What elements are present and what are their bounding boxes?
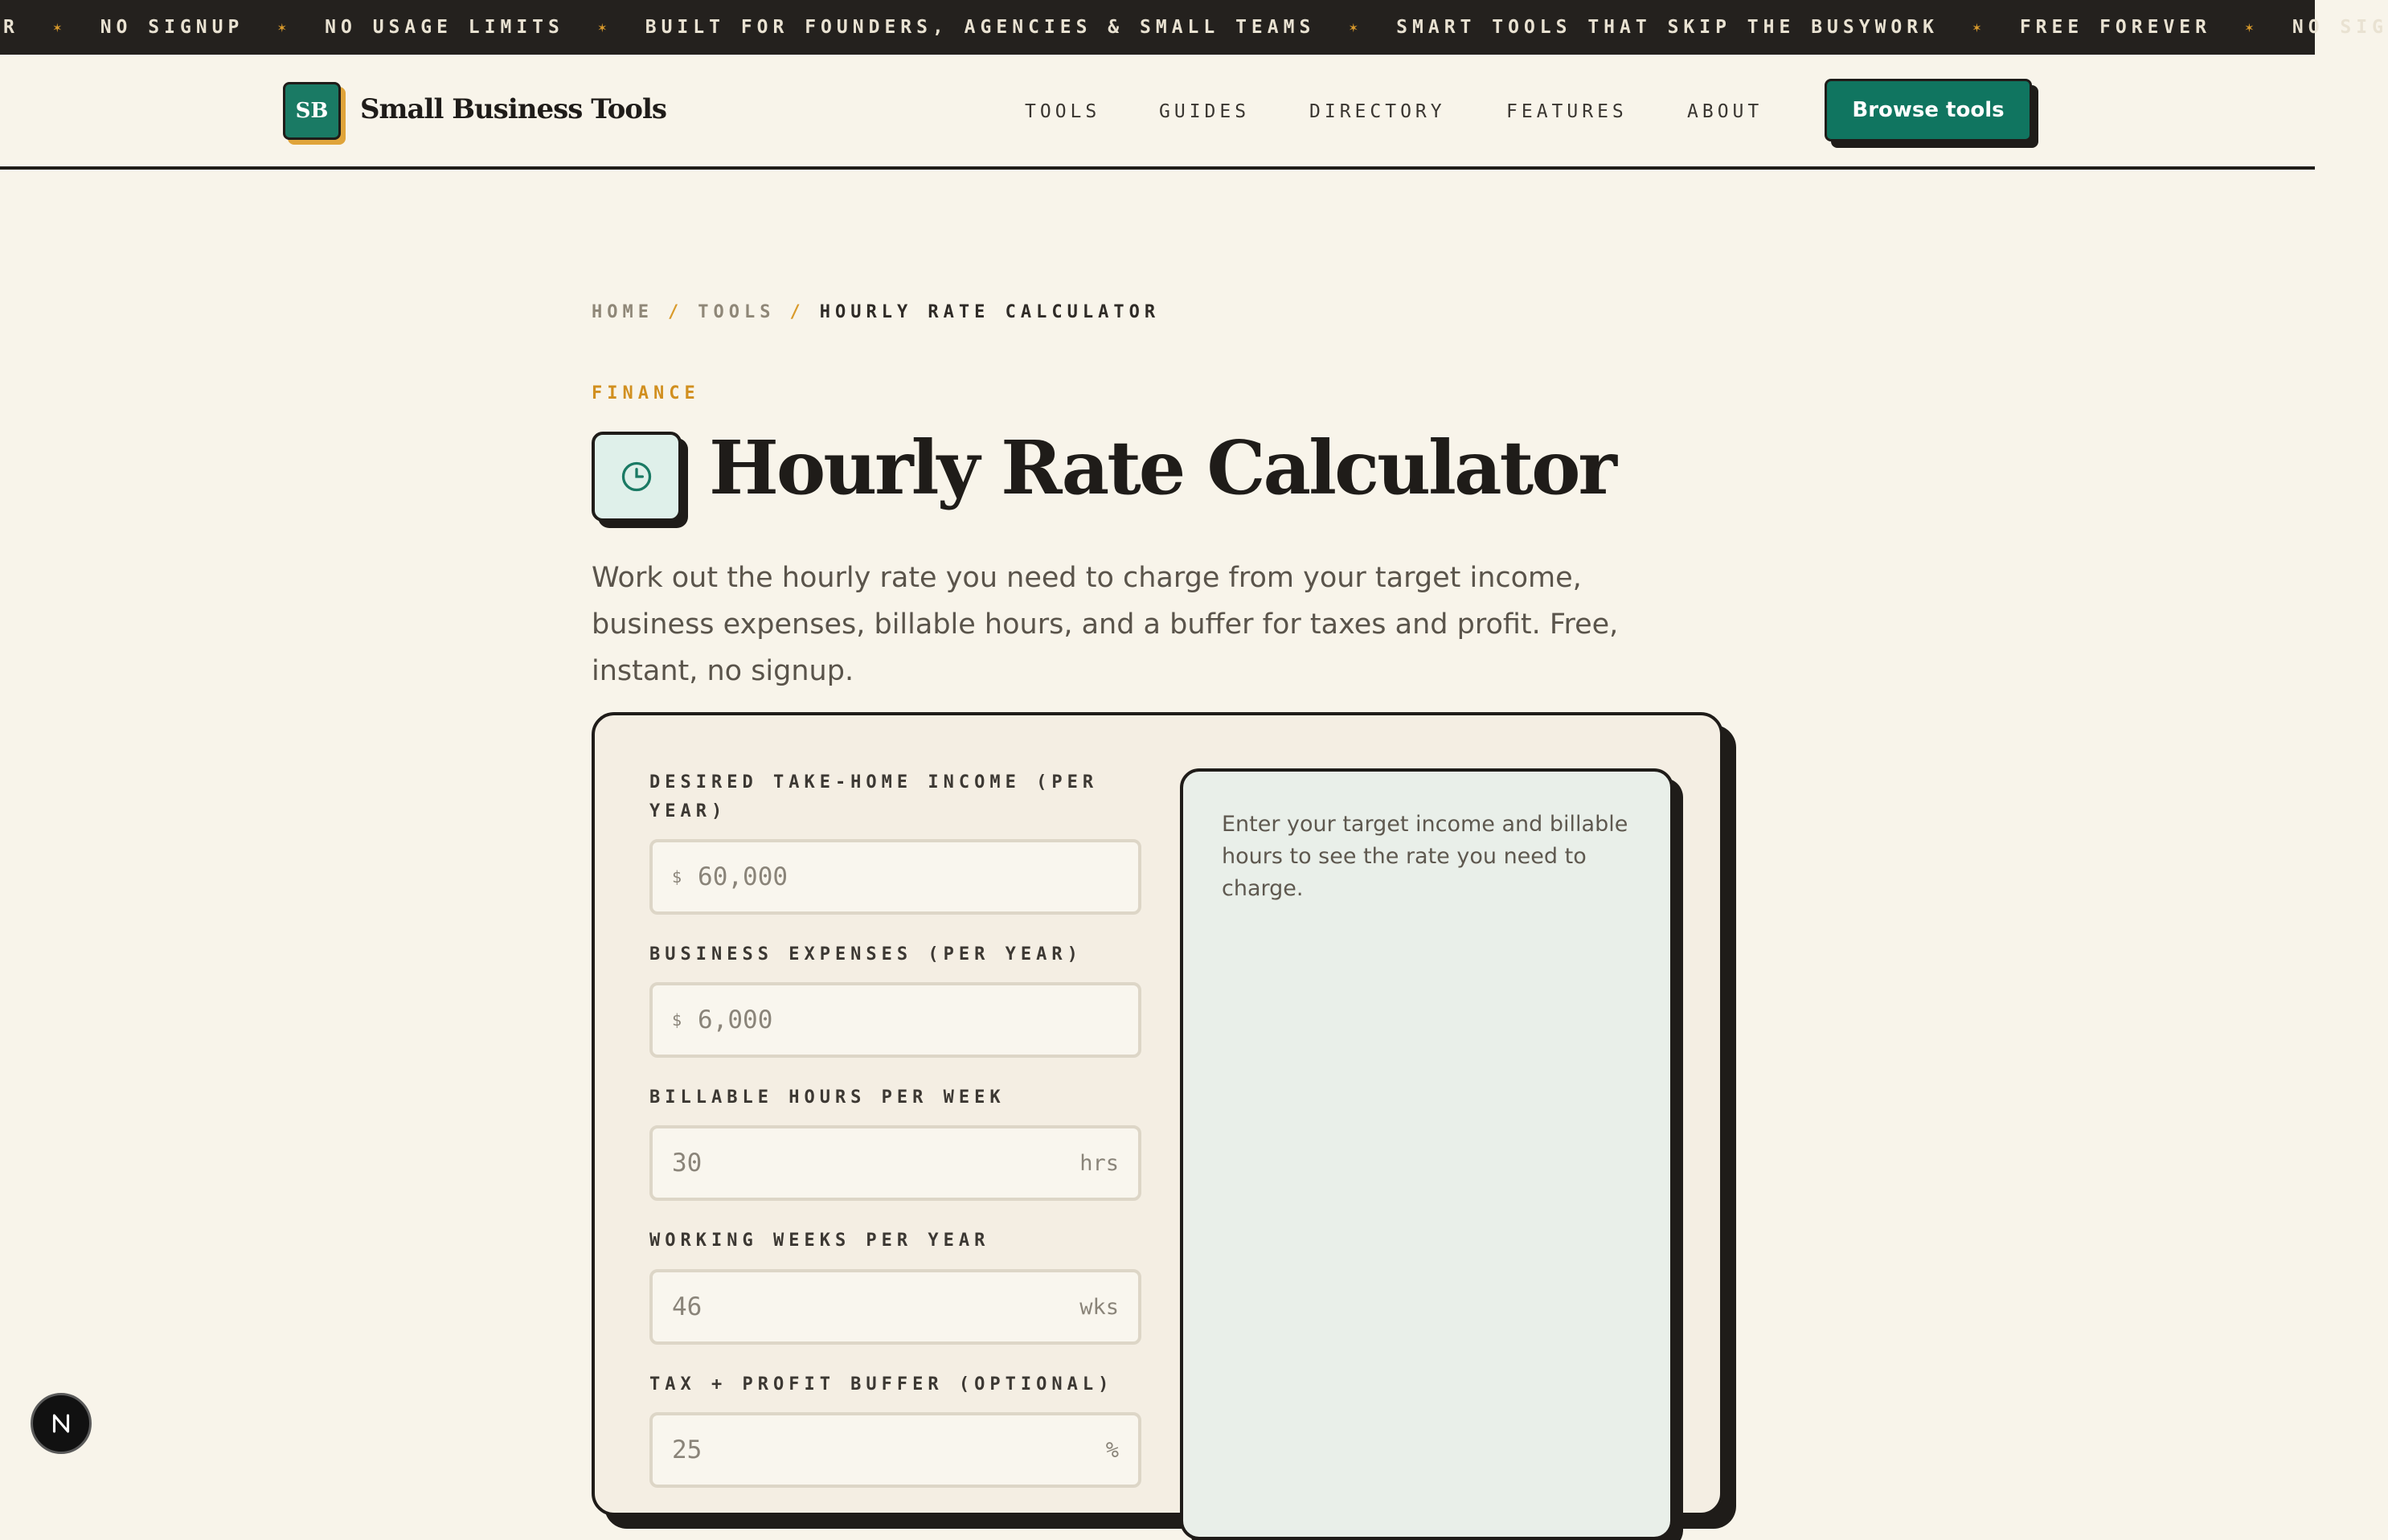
income-label: DESIRED TAKE-HOME INCOME (PER YEAR) [649, 772, 1099, 821]
weeks-input[interactable] [649, 1269, 1141, 1345]
category-label: FINANCE [592, 383, 700, 403]
result-panel [1180, 768, 1673, 1540]
hours-suffix: hrs [1079, 1150, 1119, 1176]
expenses-input[interactable] [649, 982, 1141, 1058]
currency-prefix: $ [672, 867, 682, 887]
breadcrumb-home[interactable]: HOME [592, 302, 653, 322]
weeks-label: WORKING WEEKS PER YEAR [649, 1231, 990, 1251]
ticker-item: BUILT FOR FOUNDERS, AGENCIES & SMALL TEAMS [645, 17, 1316, 38]
hours-placeholder: 30 [672, 1149, 702, 1178]
buffer-suffix: % [1105, 1437, 1119, 1463]
expenses-placeholder: 6,000 [698, 1006, 773, 1034]
ticker-star-icon: ✶ [52, 18, 67, 36]
nav-directory[interactable]: DIRECTORY [1309, 101, 1446, 122]
income-placeholder: 60,000 [698, 862, 788, 891]
nav-features[interactable]: FEATURES [1506, 101, 1628, 122]
ticker-star-icon: ✶ [1972, 18, 1986, 36]
ticker-item: NO SIG [2292, 17, 2388, 38]
nav-about[interactable]: ABOUT [1687, 101, 1763, 122]
currency-prefix: $ [672, 1010, 682, 1030]
weeks-placeholder: 46 [672, 1292, 702, 1321]
ticker-track [3, 0, 2388, 55]
page-title: Hourly Rate Calculator [709, 424, 1615, 511]
clock-icon [592, 432, 682, 522]
income-input[interactable] [649, 839, 1141, 915]
nav-guides[interactable]: GUIDES [1159, 101, 1251, 122]
buffer-input[interactable] [649, 1412, 1141, 1488]
n-logo-icon [47, 1410, 75, 1437]
ticker-star-icon: ✶ [1349, 18, 1363, 36]
page-description: Work out the hourly rate you need to charge from your target income, business expenses, billable hours, and a buffer for taxes and profit. Free, instant, no signup. [592, 562, 1619, 687]
hours-input[interactable] [649, 1125, 1141, 1201]
ticker-item: SMART TOOLS THAT SKIP THE BUSYWORK [1396, 17, 1939, 38]
breadcrumb-separator: / [789, 302, 805, 322]
ticker-star-icon: ✶ [597, 18, 612, 36]
buffer-placeholder: 25 [672, 1436, 702, 1464]
site-header [0, 55, 2315, 170]
breadcrumb-tools[interactable]: TOOLS [698, 302, 776, 322]
ticker-item: FREE FOREVER [2019, 17, 2211, 38]
result-empty-message: Enter your target income and billable hours to see the rate you need to charge. [1222, 812, 1628, 901]
ticker-star-icon: ✶ [2245, 18, 2259, 36]
ticker-item: R [3, 17, 19, 38]
browse-tools-button[interactable]: Browse tools [1825, 79, 2032, 141]
breadcrumb [592, 302, 1160, 322]
ticker-item: NO USAGE LIMITS [325, 17, 564, 38]
breadcrumb-current: HOURLY RATE CALCULATOR [819, 302, 1161, 322]
hours-label: BILLABLE HOURS PER WEEK [649, 1087, 1006, 1108]
nextjs-dev-badge[interactable] [31, 1393, 92, 1454]
ticker-star-icon: ✶ [277, 18, 292, 36]
logo-mark[interactable]: SB [283, 82, 341, 140]
announcement-ticker [0, 0, 2388, 55]
ticker-item: NO SIGNUP [100, 17, 244, 38]
breadcrumb-separator: / [667, 302, 684, 322]
weeks-suffix: wks [1079, 1294, 1119, 1320]
buffer-label: TAX + PROFIT BUFFER (OPTIONAL) [649, 1374, 1114, 1395]
expenses-label: BUSINESS EXPENSES (PER YEAR) [649, 944, 1083, 965]
nav-tools[interactable]: TOOLS [1025, 101, 1101, 122]
calculator-card [592, 712, 1723, 1516]
logo-text[interactable]: Small Business Tools [360, 93, 667, 125]
